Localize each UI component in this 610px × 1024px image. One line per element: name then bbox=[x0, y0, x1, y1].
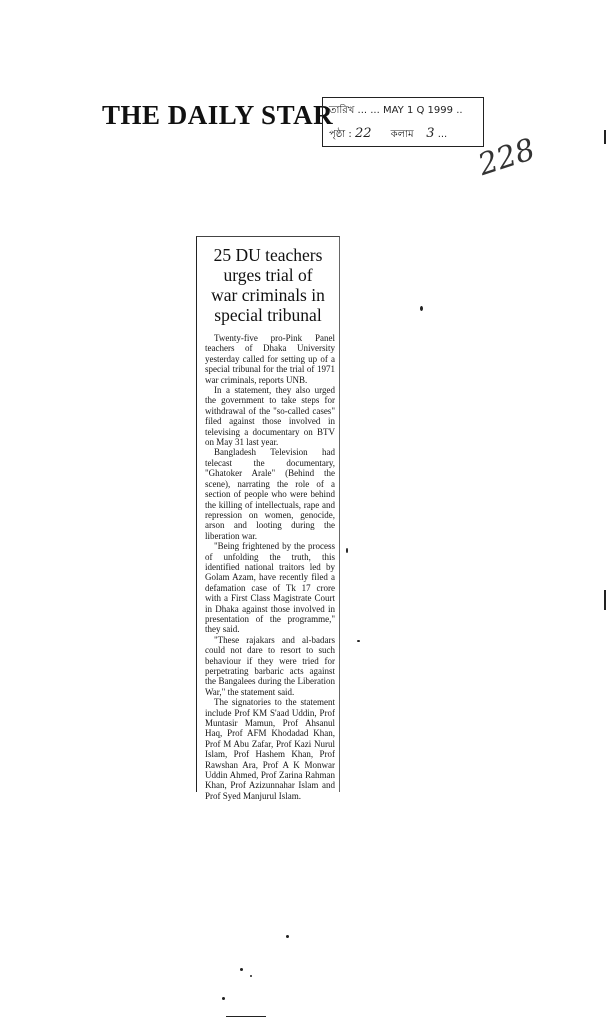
headline-line: special tribunal bbox=[214, 305, 322, 325]
newspaper-clipping bbox=[196, 236, 340, 801]
stamp-page-label: পৃষ্ঠা bbox=[329, 129, 346, 140]
stamp-date-value: MAY 1 Q 1999 bbox=[382, 105, 454, 116]
article-paragraph: Bangladesh Television had telecast the documentary, "Ghatoker Arale" (Behind the scene), narrating the role of a section of people who were behind the killing of intellectuals, rape and repression on women, genocide, arson and looting during the liberation war. bbox=[205, 447, 335, 541]
article-headline bbox=[197, 245, 339, 325]
newspaper-masthead: THE DAILY STAR bbox=[102, 100, 334, 130]
headline-line: 25 DU teachers bbox=[213, 245, 323, 265]
stamp-page-value: 22 bbox=[354, 126, 372, 141]
handwritten-page-number: 228 bbox=[473, 132, 540, 183]
article-paragraph: The signatories to the statement include Prof KM S'aad Uddin, Prof Muntasir Mamun, Prof Ahsanul Haq, Prof AFM Khodadad Khan, Prof M Abu Zafar, Prof Kazi Nurul Islam, Prof Hashem Khan, Prof Rawshan Ara, Prof A K Monwar Uddin Ahmed, Prof Zarina Rahman Khan, Prof Azizunnahar Islam and Prof Syed Manjurul Islam. bbox=[205, 697, 335, 801]
article-paragraph: "Being frightened by the process of unfolding the truth, this identified national traitors led by Golam Azam, have recently filed a defamation case of Tk 17 crore with a First Class Magistrate Court in Dhaka against those involved in presentation of the programme," they said. bbox=[205, 541, 335, 635]
article-paragraph: "These rajakars and al-badars could not dare to resort to such behaviour if they were tried for perpetrating barbaric acts against the Bangalees during the Liberation War," the statement said. bbox=[205, 634, 335, 697]
headline-line: war criminals in bbox=[211, 285, 325, 305]
article-paragraph: In a statement, they also urged the government to take steps for withdrawal of the "so-called cases" filed against those involved in televising a documentary on BTV on May 31 last year. bbox=[205, 385, 335, 448]
archive-stamp: তারিখ ... ... MAY 1 Q 1999 .. পৃষ্ঠা : 22 কলাম 3 ... bbox=[322, 97, 484, 147]
stamp-column-value: 3 bbox=[426, 126, 435, 141]
article-paragraph: Twenty-five pro-Pink Panel teachers of Dhaka University yesterday called for setting up of a special tribunal for the trial of 1971 war criminals, reports UNB. bbox=[205, 333, 335, 385]
article-body bbox=[205, 333, 335, 801]
stamp-column-label: কলাম bbox=[390, 129, 414, 140]
stamp-date-label: তারিখ bbox=[329, 105, 355, 116]
headline-line: urges trial of bbox=[223, 265, 313, 285]
